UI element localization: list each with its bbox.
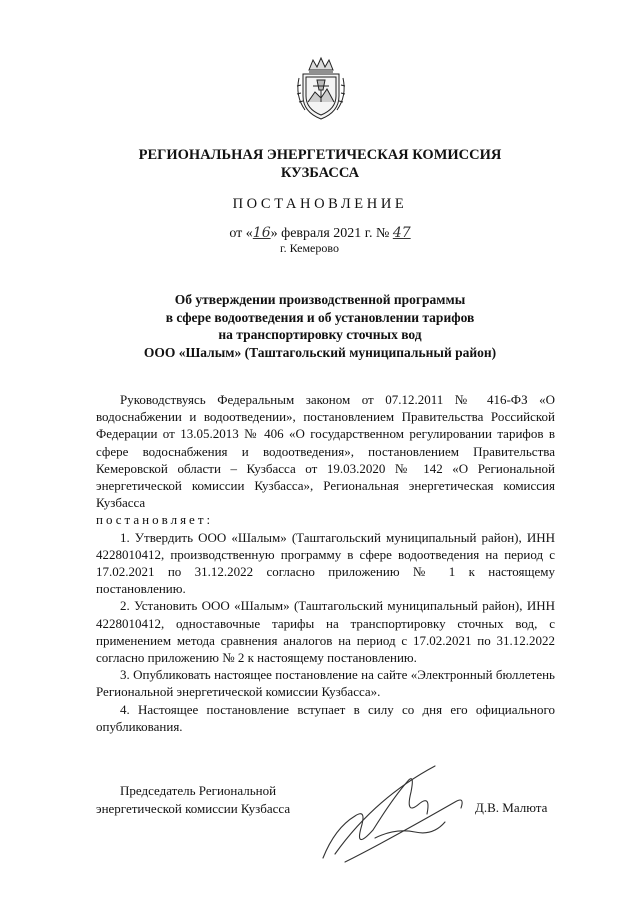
signatory-title bbox=[96, 782, 290, 818]
date-middle: » февраля 2021 г. № bbox=[270, 226, 390, 241]
item-paragraph: 2. Установить ООО «Шалым» (Таштагольский муниципальный район), ИНН 4228010412, одноставочные тарифы на транспортировку сточных вод, с применением метода сравнения аналогов на период с 17.02.2021 по 31.12.2022 согласно приложению № 2 к настоящему постановлению. bbox=[96, 598, 555, 666]
item-paragraph: 4. Настоящее постановление вступает в силу со дня его официального опубликования. bbox=[96, 701, 555, 734]
subject-line: ООО «Шалым» (Таштагольский муниципальный район) bbox=[143, 344, 497, 360]
organization-name-line1: РЕГИОНАЛЬНАЯ ЭНЕРГЕТИЧЕСКАЯ КОМИССИЯ bbox=[138, 147, 502, 163]
document-number: 47 bbox=[392, 225, 411, 241]
preamble-paragraph: Руководствуясь Федеральным законом от 07.12.2011 № 416-ФЗ «О водоснабжении и водоотведении», постановлением Правительства Российской Федерации от 13.05.2013 № 406 «О государственном регулировании тарифов в сфере водоснабжения и водоотведения», постановлением Правительства Кемеровской области – Кузбасса от 19.03.2020 № 142 «О Региональной энергетической комиссии Кузбасса», Региональная энергетическая комиссия Кузбасса bbox=[96, 392, 555, 511]
document-body bbox=[96, 391, 555, 735]
coat-of-arms-icon bbox=[291, 56, 351, 122]
signatory-name: Д.В. Малюта bbox=[475, 800, 548, 815]
subject-line: в сфере водоотведения и об установлении тарифов bbox=[165, 309, 475, 325]
document-subject bbox=[60, 291, 580, 361]
date-day: 16 bbox=[252, 225, 271, 241]
signatory-title-line2: энергетической комиссии Кузбасса bbox=[96, 801, 291, 816]
city-name: г. Кемерово bbox=[280, 241, 339, 255]
subject-line: на транспортировку сточных вод bbox=[218, 327, 422, 342]
item-paragraph: 3. Опубликовать настоящее постановление на сайте «Электронный бюллетень Региональной энергетической комиссии Кузбасса». bbox=[96, 667, 555, 700]
decree-word: постановляет: bbox=[96, 512, 214, 528]
subject-line: Об утверждении производственной программы bbox=[174, 292, 466, 307]
handwritten-signature-icon bbox=[315, 758, 475, 868]
date-prefix: от « bbox=[229, 226, 253, 241]
item-paragraph: 1. Утвердить ООО «Шалым» (Таштагольский муниципальный район), ИНН 4228010412, производственную программу в сфере водоотведения на период с 17.02.2021 по 31.12.2022 согласно приложению № 1 к настоящему постановлению. bbox=[96, 529, 555, 597]
signatory-title-line1: Председатель Региональной bbox=[120, 783, 277, 798]
document-type-title: ПОСТАНОВЛЕНИЕ bbox=[232, 196, 408, 212]
organization-name-line2: КУЗБАССА bbox=[280, 165, 360, 181]
